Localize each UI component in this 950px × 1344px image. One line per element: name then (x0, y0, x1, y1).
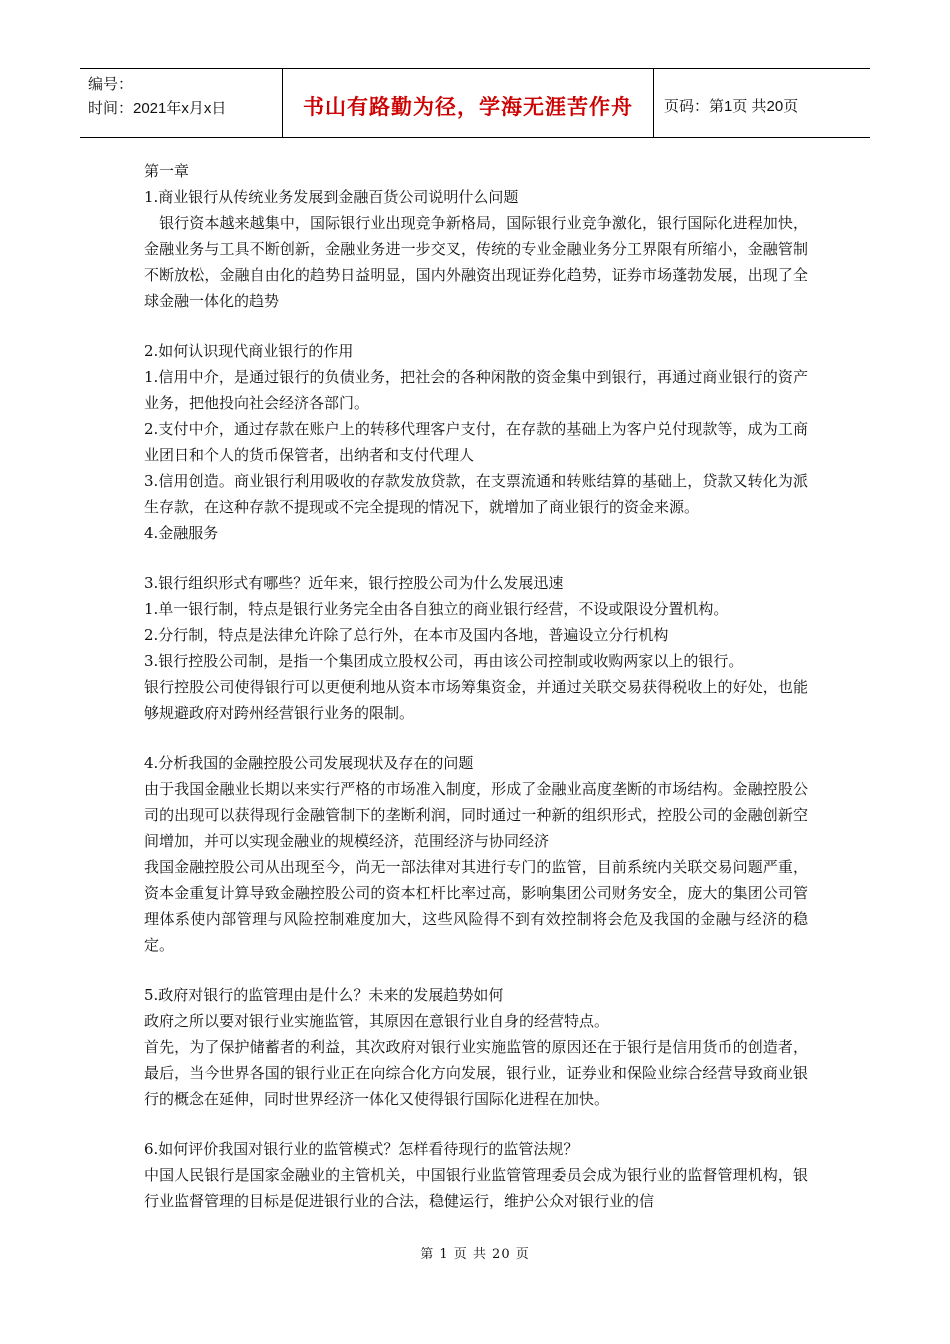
answer-paragraph: 由于我国金融业长期以来实行严格的市场准入制度，形成了金融业高度垄断的市场结构。金融控股公司的出现可以获得现行金融管制下的垄断利润，同时通过一种新的组织形式，控股公司的金融创新空间增加，并可以实现金融业的规模经济，范围经济与协同经济 (144, 780, 808, 850)
answer-paragraph: 4.金融服务 (144, 524, 219, 542)
answer-paragraph: 3.信用创造。商业银行利用吸收的存款发放贷款，在支票流通和转账结算的基础上，贷款又转化为派生存款，在这种存款不提现或不完全提现的情况下，就增加了商业银行的资金来源。 (144, 472, 808, 516)
answer-paragraph: 银行资本越来越集中，国际银行业出现竞争新格局，国际银行业竞争激化，银行国际化进程加快，金融业务与工具不断创新，金融业务进一步交叉，传统的专业金融业务分工界限有所缩小，金融管制不断放松，金融自由化的趋势日益明显，国内外融资出现证券化趋势，证券市场蓬勃发展，出现了全球金融一体化的趋势 (144, 214, 808, 310)
header-meta (80, 69, 282, 137)
answer-paragraph: 2.支付中介，通过存款在账户上的转移代理客户支付，在存款的基础上为客户兑付现款等，成为工商业团日和个人的货币保管者，出纳者和支付代理人 (144, 420, 808, 464)
answer-paragraph: 政府之所以要对银行业实施监管，其原因在意银行业自身的经营特点。 (144, 1012, 610, 1030)
question-heading: 3.银行组织形式有哪些？近年来，银行控股公司为什么发展迅速 (144, 574, 564, 592)
answer-paragraph: 中国人民银行是国家金融业的主管机关，中国银行业监管管理委员会成为银行业的监督管理机构，银行业监督管理的目标是促进银行业的合法，稳健运行，维护公众对银行业的信 (144, 1166, 808, 1210)
question-heading: 1.商业银行从传统业务发展到金融百货公司说明什么问题 (144, 188, 519, 206)
document-body (144, 158, 808, 1214)
header-page-label: 页码：第1页 共20页 (664, 97, 799, 115)
answer-paragraph: 3.银行控股公司制，是指一个集团成立股权公司，再由该公司控制或收购两家以上的银行。 (144, 652, 744, 670)
question-heading: 6.如何评价我国对银行业的监管模式？怎样看待现行的监管法规？ (144, 1140, 579, 1158)
header-number-label: 编号： (88, 76, 134, 93)
answer-paragraph: 1.信用中介，是通过银行的负债业务，把社会的各种闲散的资金集中到银行，再通过商业银行的资产业务，把他投向社会经济各部门。 (144, 368, 808, 412)
question-heading: 5.政府对银行的监管理由是什么？未来的发展趋势如何 (144, 986, 504, 1004)
question-heading: 4.分析我国的金融控股公司发展现状及存在的问题 (144, 754, 474, 772)
answer-paragraph: 银行控股公司使得银行可以更便利地从资本市场筹集资金，并通过关联交易获得税收上的好处，也能够规避政府对跨州经营银行业务的限制。 (144, 678, 808, 722)
header-motto: 书山有路勤为径，学海无涯苦作舟 (282, 69, 654, 137)
answer-paragraph: 我国金融控股公司从出现至今，尚无一部法律对其进行专门的监管，目前系统内关联交易问题严重，资本金重复计算导致金融控股公司的资本杠杆比率过高，影响集团公司财务安全，庞大的集团公司管理体系使内部管理与风险控制难度加大，这些风险得不到有效控制将会危及我国的金融与经济的稳定。 (144, 858, 808, 954)
answer-paragraph: 2.分行制，特点是法律允许除了总行外，在本市及国内各地，普遍设立分行机构 (144, 626, 669, 644)
question-heading: 2.如何认识现代商业银行的作用 (144, 342, 354, 360)
chapter-heading: 第一章 (144, 162, 190, 180)
document-header (80, 68, 870, 138)
answer-paragraph: 1.单一银行制，特点是银行业务完全由各自独立的商业银行经营，不设或限设分置机构。 (144, 600, 729, 618)
answer-paragraph: 首先，为了保护储蓄者的利益，其次政府对银行业实施监管的原因还在于银行是信用货币的创造者，最后，当今世界各国的银行业正在向综合化方向发展，银行业，证券业和保险业综合经营导致商业银行的概念在延伸，同时世界经济一体化又使得银行国际化进程在加快。 (144, 1038, 808, 1108)
page-footer: 第 1 页 共 20 页 (420, 1247, 530, 1262)
header-time-label: 时间：2021年x月x日 (88, 100, 227, 117)
